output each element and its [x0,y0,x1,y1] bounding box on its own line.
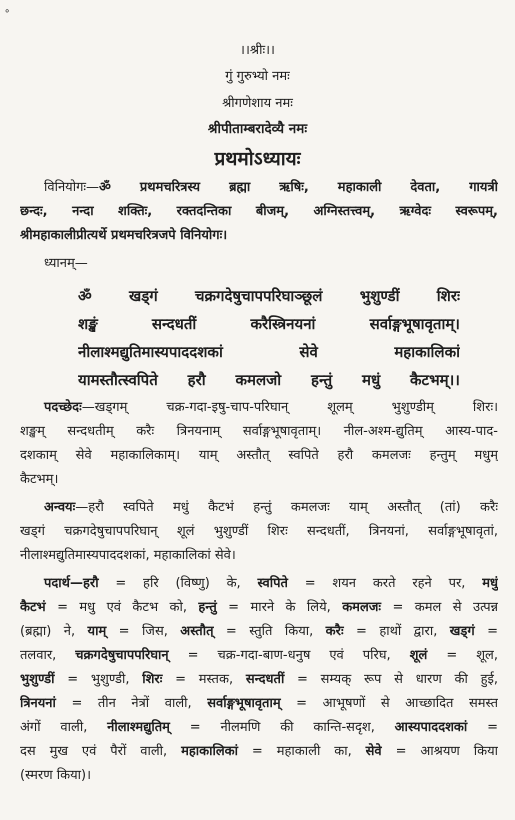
padartha-meaning: = सम्यक् रूप से धारण की हुई, [284,672,498,687]
ganesha-salutation: श्रीगणेशाय नमः [222,96,293,111]
anvaya-paragraph [20,496,498,568]
padartha-term: हरौ [82,576,99,591]
padartha-paragraph [20,572,498,788]
padaccheda-line: शङ्खम् सन्दधतीम् करैः त्रिनयनाम् सर्वाङ्गभूषावृताम्। नील-अश्म-द्युतिम् आस्य-पाद- [20,424,498,439]
verse-line: शङ्खं सन्दधतीं करैस्त्रिनयनां सर्वाङ्गभूषावृताम्। [78,315,460,333]
padaccheda-line: कैटभम्। [20,472,59,487]
padartha-line [20,668,498,692]
padartha-meaning: = शूल, [427,648,498,663]
padartha-term: स्वपिते [257,576,288,591]
padartha-meaning: = स्तुति किया, [213,624,326,639]
padartha-meaning: तलवार, [20,648,76,663]
padartha-term: शिरः [142,672,163,687]
padartha-label: पदार्थ— [44,576,83,591]
padartha-term: कमलजः [342,600,382,615]
padartha-meaning: दस मुख एवं पैरों वाली, [20,744,182,759]
viniyoga-text: छन्दः, नन्दा शक्तिः, रक्तदन्तिका बीजम्, अग्निस्तत्त्वम्, ऋग्वेदः स्वरूपम्, [20,204,498,219]
padartha-term: सन्दधतीं [245,672,285,687]
padartha-term: अस्तौत् [180,624,214,639]
padartha-term: खड्गं [449,624,475,639]
padartha-term: हन्तुं [198,600,217,615]
padartha-line [20,572,498,596]
padartha-meaning: = भुशुण्डी, [54,672,143,687]
padartha-term: सर्वाङ्गभूषावृताम् [207,696,281,711]
viniyoga-paragraph [20,176,498,248]
padartha-term: नीलाश्मद्युतिम् [107,720,170,735]
corner-mark: ∘ [4,6,11,17]
dhyana-verse [78,282,460,394]
padartha-meaning: = कमल से उत्पन्न [381,600,498,615]
padartha-meaning: = चक्र-गदा-बाण-धनुष एवं परिघ, [168,648,410,663]
padaccheda-line: दशकाम् सेवे महाकालिकाम्। याम् अस्तौत् स्वपिते हरौ कमलजः हन्तुम् मधुम् [20,448,498,463]
padartha-meaning: = [474,624,498,639]
padartha-term: चक्रगदेषुचापपरिघान् [75,648,169,663]
padaccheda-paragraph [20,396,498,492]
padartha-term: शूलं [409,648,428,663]
padartha-line [20,764,498,788]
padartha-line [20,596,498,620]
padartha-meaning: = मस्तक, [162,672,246,687]
padaccheda-label: पदच्छेदः [44,400,82,415]
padartha-meaning: = शयन करते रहने पर, [287,576,483,591]
viniyoga-label: विनियोगः— [44,180,100,195]
viniyoga-line [20,200,498,224]
padartha-meaning: = मधु एवं कैटभ को, [45,600,199,615]
padartha-meaning: = नीलमणि की कान्ति-सदृश, [169,720,395,735]
verse-line: यामस्तौत्स्वपिते हरौ कमलजो हन्तुं मधुं कैटभम्।। [78,371,460,389]
padartha-term: त्रिनयनां [20,696,56,711]
padartha-meaning: = [467,720,498,735]
padartha-meaning: = तीन नेत्रों वाली, [55,696,208,711]
padartha-line [20,692,498,716]
invocation-line: ।।श्रीः।। [240,43,275,58]
padartha-meaning: = आभूषणों से आच्छादित समस्त [280,696,498,711]
padartha-meaning: (ब्रह्मा) ने, [20,624,88,639]
padartha-meaning: = हरि (विष्णु) के, [98,576,258,591]
dhyana-heading [20,252,498,276]
padartha-meaning: = जिस, [106,624,181,639]
padartha-line [20,620,498,644]
padartha-term: याम् [87,624,107,639]
padaccheda-line [20,396,498,420]
padartha-term: मधुं [482,576,498,591]
padartha-line [20,716,498,740]
goddess-salutation: श्रीपीताम्बरादेव्यै नमः [207,121,308,137]
anvaya-text: —हरौ स्वपिते मधुं कैटभं हन्तुं कमलजः याम् अस्तौत् (तां) करैः [75,500,498,515]
anvaya-line: नीलाश्मद्युतिमास्यपाददशकां, महाकालिकां सेवे। [20,548,236,563]
viniyoga-text: ॐ प्रथमचरित्रस्य ब्रह्मा ऋषिः, महाकाली देवता, गायत्री [99,180,498,195]
padartha-meaning: = हाथों द्वारा, [343,624,450,639]
padartha-term: महाकालिकां [181,744,239,759]
viniyoga-line [20,224,498,248]
padartha-term: आस्यपाददशकां [394,720,468,735]
padartha-term: करैः [325,624,344,639]
verse-line: ॐ खड्गं चक्रगदेषुचापपरिघाञ्छूलं भुशुण्डीं शिरः [78,287,460,305]
padartha-term: भुशुण्डीं [20,672,55,687]
anvaya-line [20,496,498,520]
padartha-term: कैटभं [20,600,46,615]
padartha-meaning: (स्मरण किया)। [20,768,92,783]
padartha-meaning: = मारने के लिये, [216,600,343,615]
anvaya-line: खड्गं चक्रगदेषुचापपरिघान् शूलं भुशुण्डीं शिरः सन्दधतीं, त्रिनयनां, सर्वाङ्गभूषावृतां, [20,524,498,539]
padartha-line [20,644,498,668]
viniyoga-text: श्रीमहाकालीप्रीत्यर्थे प्रथमचरित्रजपे विनियोगः। [20,228,228,243]
viniyoga-line [20,176,498,200]
guru-salutation: गुं गुरुभ्यो नमः [225,69,290,84]
padartha-meaning: = आश्रयण किया [381,744,498,759]
anvaya-label: अन्वयः [44,500,76,515]
chapter-title: प्रथमोऽध्यायः [214,148,301,170]
padartha-term: सेवे [365,744,382,759]
padartha-meaning: अंगों वाली, [20,720,108,735]
verse-line: नीलाश्मद्युतिमास्यपाददशकां सेवे महाकालिकां [78,343,460,361]
dhyana-label: ध्यानम्— [44,256,88,271]
padartha-meaning: = महाकाली का, [238,744,366,759]
padartha-line [20,740,498,764]
padaccheda-text: —खड्गम् चक्र-गदा-इषु-चाप-परिघान् शूलम् भुशुण्डीम् शिरः। [81,400,498,415]
